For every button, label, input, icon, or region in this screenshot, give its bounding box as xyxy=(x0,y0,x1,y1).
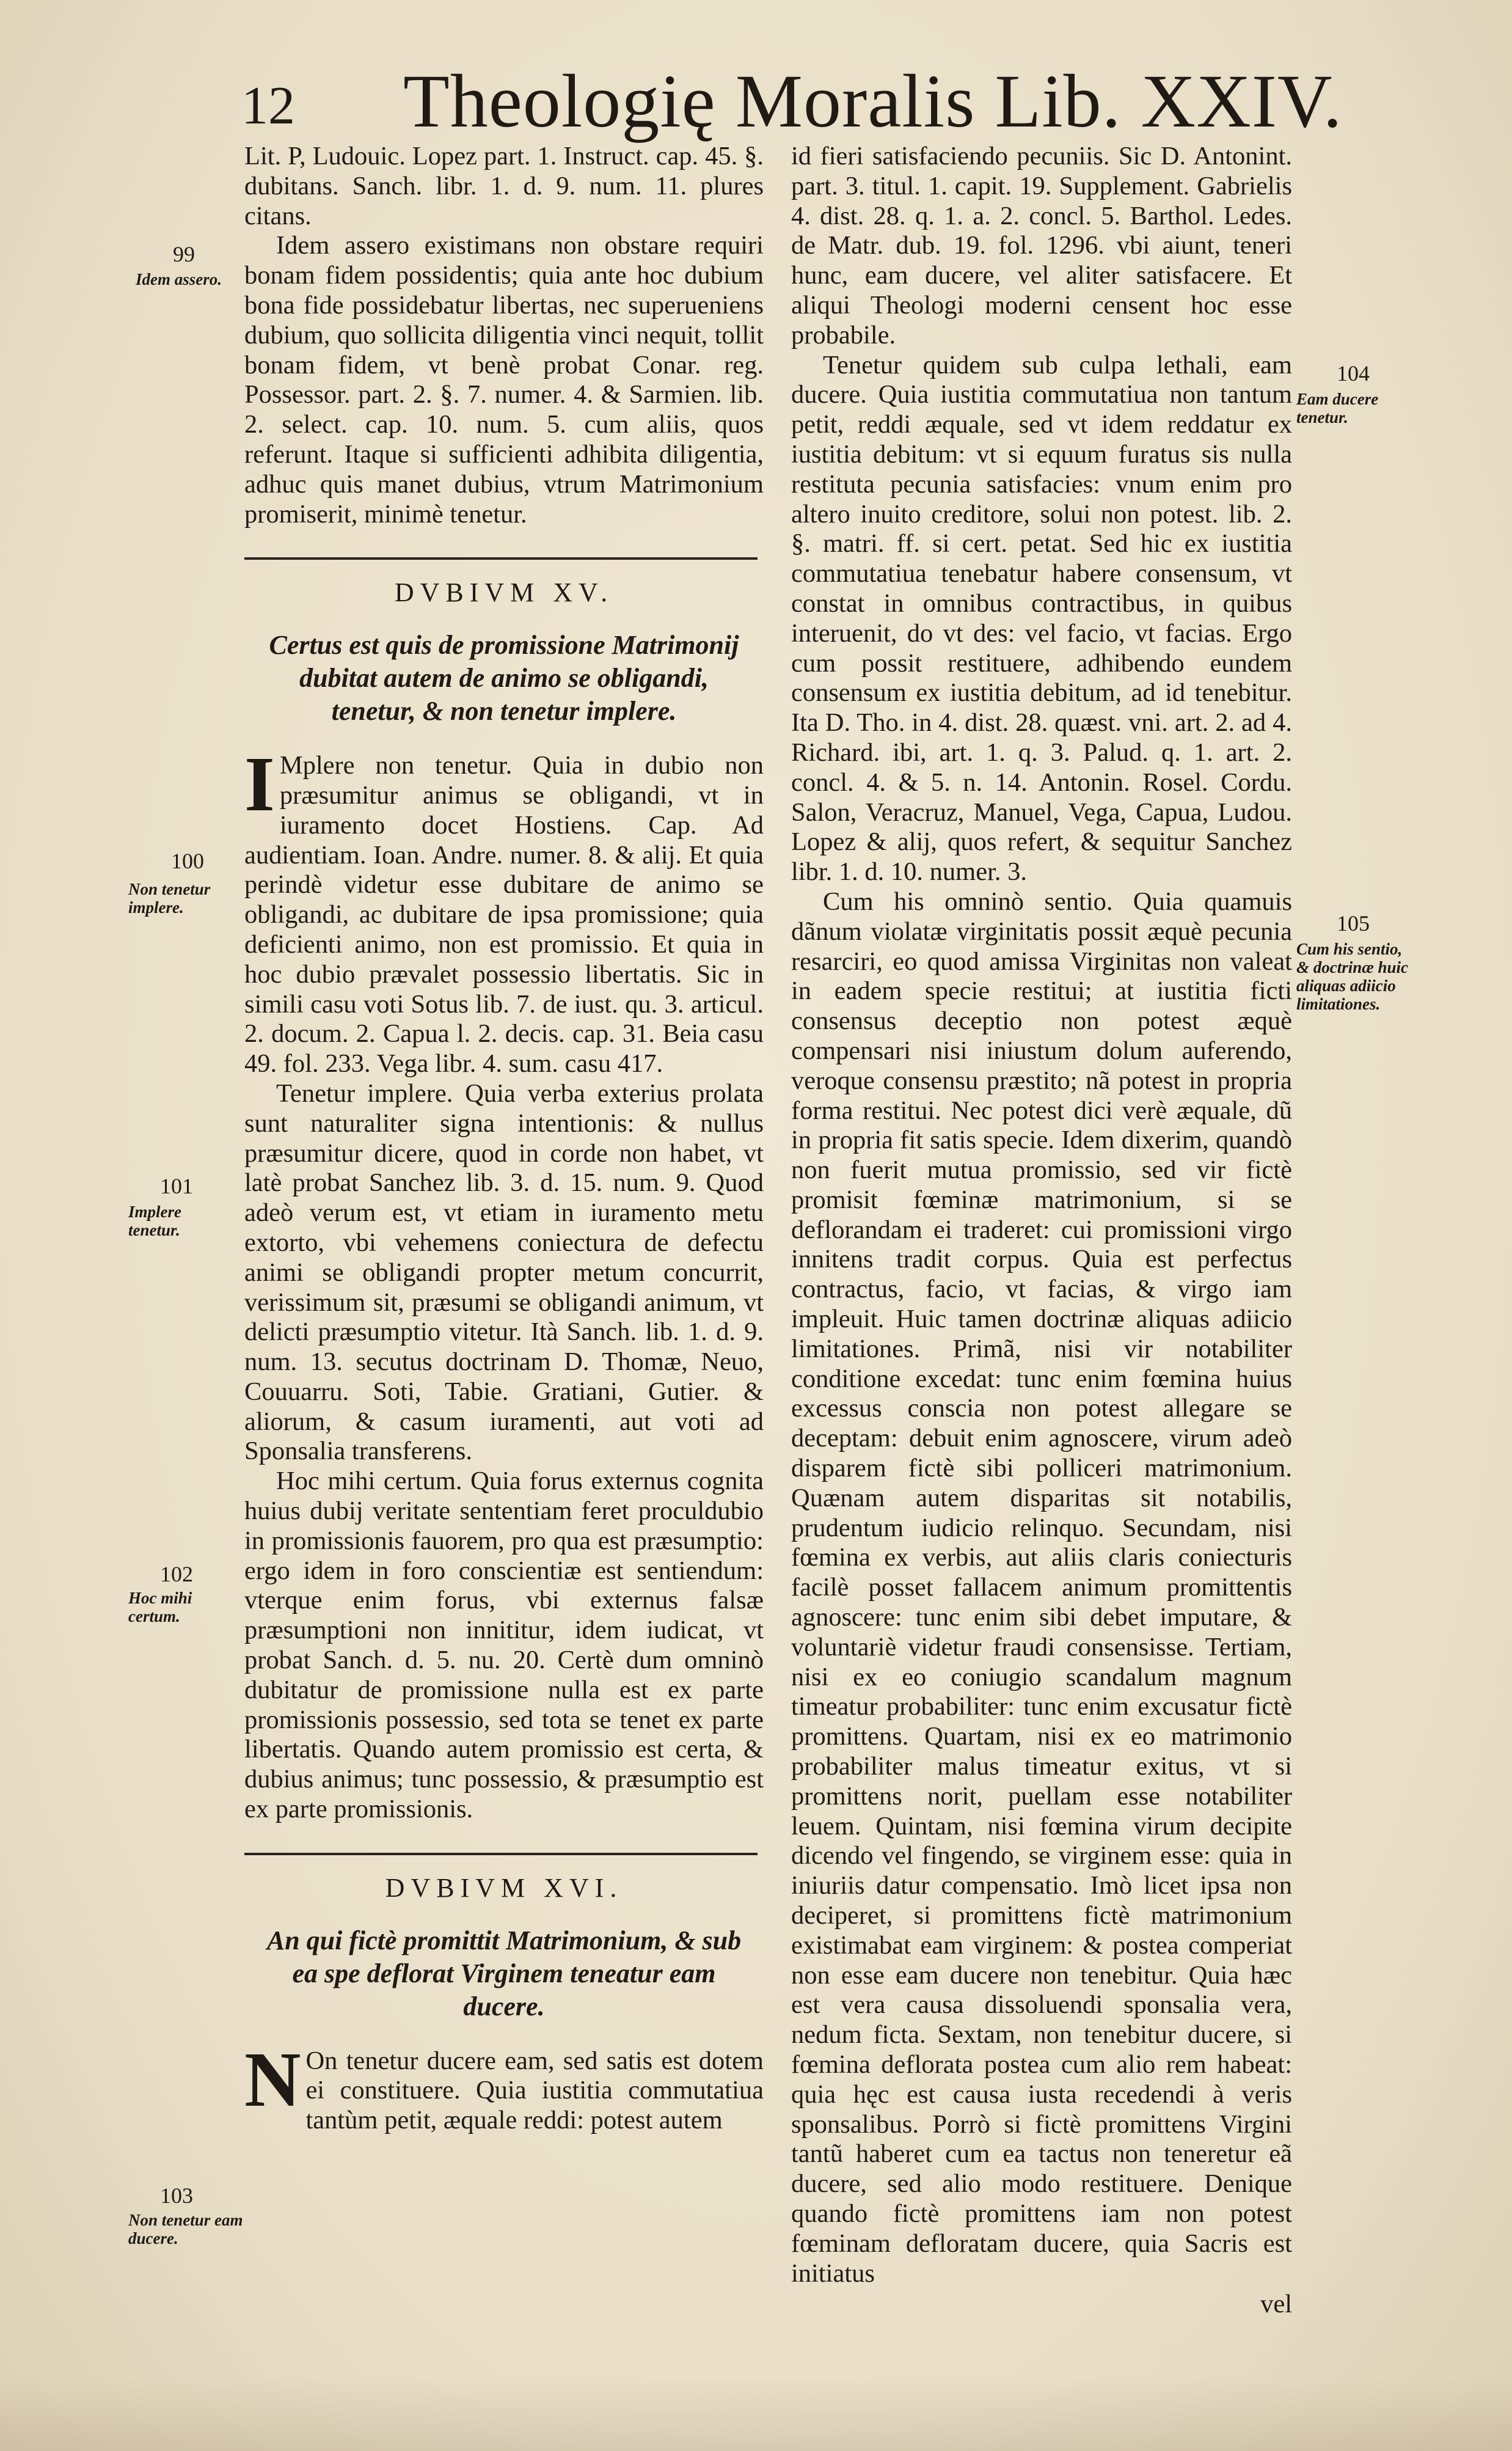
drop-cap: N xyxy=(244,2035,301,2123)
margin-number-105: 105 xyxy=(1337,911,1370,936)
paragraph-101: Tenetur implere. Quia verba exterius prolata sunt naturaliter signa intentionis: & nullus præsumitur dicere, quod in corde non habet, vt latè probat Sanchez lib. 3. d. 15. num. 9. Quod adeò verum est, vt etiam in iuramento metu extorto, vbi vehemens coniectura de defectu animi se obligandi propter metum concurrit, verissimum sit, præsumi se obligandi animum, vt delicti præsumptio vitetur. Ità Sanch. lib. 1. d. 9. num. 13. secutus doctrinam D. Thomæ, Neuo, Couuarru. Soti, Tabie. Gratiani, Gutier. & aliorum, & casum iuramenti, aut voti ad Sponsalia transferens. xyxy=(244,1079,764,1466)
drop-cap: I xyxy=(244,741,275,828)
running-title: Theologię Moralis Lib. XXIV. xyxy=(403,59,1343,143)
dubium-16-heading: DVBIVM XVI. xyxy=(385,1872,623,1903)
dubium-16-question: An qui fictè promittit Matrimonium, & sub ea spe deflorat Virginem teneatur eam ducere. xyxy=(266,1925,742,2021)
paragraph-continued: id fieri satisfaciendo pecuniis. Sic D. Antonint. part. 3. titul. 1. capit. 19. Supplement. Gabrielis 4. dist. 28. q. 1. a. 2. concl. 5. Barthol. Ledes. de Matr. dub. 19. fol. 1296. vbi aiunt, teneri hunc, eam ducere, vel aliter satisfacere. Et aliqui Theologi moderni censent hoc esse probabile. xyxy=(791,142,1292,350)
catchword: vel xyxy=(1260,2290,1292,2319)
paragraph-105: Cum his omninò sentio. Quia quamuis dãnum violatæ virginitatis possit æquè pecunia resarciri, eo quod amissa Virginitas non valeat in eadem specie restitui; at iustitia ficti consensus deceptio non potest æquè compensari nisi iniustum dolum auferendo, veroque consensu præstito; nã potest in propria forma restitui. Nec potest dici verè æquale, dũ in propria fit satis specie. Idem dixerim, quandò non fuerit mutua promissio, sed vir fictè promisit fœminæ matrimonium, si se deflorandam ei traderet: cui promissioni virgo innitens tradit corpus. Quia est perfectus contractus, facio, vt facias, & virgo iam impleuit. Huic tamen doctrinæ aliquas adiicio limitationes. Primã, nisi vir notabiliter conditione excedat: tunc enim fœmina huius excessus conscia non potest allegare se deceptam: debuit enim agnoscere, virum adeò disparem fictè sibi polliceri matrimonium. Quænam autem disparitas sit notabilis, prudentum iudicio relinquo. Secundam, nisi fœmina ex verbis, aut aliis claris coniecturis facilè posset fallacem animum promittentis agnoscere: tunc enim sibi debet imputare, & voluntariè videtur fraudi consensisse. Tertiam, nisi ex eo coniugio scandalum magnum timeatur probabiliter: tunc enim excusatur fictè promittens. Quartam, nisi ex eo matrimonio probabiliter malus timeatur exitus, vt si promittens norit, puellam esse notabiliter leuem. Quintam, nisi fœmina virum decipite dicendo vel fingendo, se virginem esse: quia in iniuriis datur compensatio. Imò licet ipsa non deciperet, si promittens fictè matrimonium existimabat eam virginem: & postea comperiat non esse eam ducere non tenebitur. Quia hæc est vera causa dissoluendi sponsalia vera, nedum ficta. Sextam, non tenebitur ducere, si fœmina deflorata postea cum alio rem habeat: quia hęc est causa iusta recedendi à veris sponsalibus. Porrò si fictè promittens Virgini tantũ haberet cum ea tactus non teneretur eã ducere, sed alio modo restituere. Denique quando fictè promittens iam non potest fœminam defloratam ducere, quia Sacris est initiatus xyxy=(791,887,1292,2288)
margin-number-101: 101 xyxy=(160,1174,193,1198)
paragraph-102: Hoc mihi certum. Quia forus externus cognita huius dubij veritate sententiam feret proculdubio in promissionis fauorem, pro qua est præsumptio: ergo idem in foro conscientiæ est sentiendum: vterque enim forus, vbi externus falsæ præsumptioni non innititur, idem iudicat, vt probat Sanch. d. 5. nu. 20. Certè dum omninò dubitatur de promissione nulla est ex parte promissionis possessio, sed tota se tenet ex parte libertatis. Quando autem promissio est certa, & dubius animus; tunc possessio, & præsumptio est ex parte promissionis. xyxy=(244,1467,764,1824)
margin-number-104: 104 xyxy=(1337,361,1370,386)
margin-note-99: Idem assero. xyxy=(136,270,222,288)
paragraph-103-text: On tenetur ducere eam, sed satis est dotem ei constituere. Quia iustitia commutatiua tantùm petit, æquale reddi: potest autem xyxy=(305,2046,764,2135)
paragraph-100-text: Mplere non tenetur. Quia in dubio non præsumitur animus se obligandi, vt in iuramento docet Hostiens. Cap. Ad audientiam. Ioan. Andre. numer. 8. & alij. Et quia perindè videtur esse dubitare de animo se obligandi, ac dubitare de ipsa promissione; quia deficienti animo, non est promissio. Et quia in hoc dubio prævalet possessio libertatis. Sic in simili casu voti Sotus lib. 7. de iust. qu. 3. articul. 2. docum. 2. Capua l. 2. decis. cap. 31. Beia casu 49. fol. 233. Vega libr. 4. sum. casu 417. xyxy=(244,751,764,1079)
section-rule xyxy=(244,557,758,560)
page-edge-shadow xyxy=(0,2378,1512,2451)
margin-note-102: Hoc mihi certum. xyxy=(128,1589,192,1625)
margin-number-99: 99 xyxy=(173,242,195,266)
dubium-15-question: Certus est quis de promissione Matrimonij dubitat autem de animo se obligandi, tenetur, & non tenetur implere. xyxy=(269,630,739,727)
margin-note-105: Cum his sentio, & doctrinæ huic aliquas adiicio limitationes. xyxy=(1296,940,1409,1013)
margin-note-104: Eam ducere tenetur. xyxy=(1296,390,1379,427)
margin-note-100: Non tenetur implere. xyxy=(128,880,211,917)
margin-number-103: 103 xyxy=(160,2183,193,2208)
paragraph-intro: Lit. P, Ludouic. Lopez part. 1. Instruct. cap. 45. §. dubitans. Sanch. libr. 1. d. 9. num. 11. plures citans. xyxy=(244,142,764,230)
paragraph-104: Tenetur quidem sub culpa lethali, eam ducere. Quia iustitia commutatiua non tantum petit, reddi æquale, sed vt idem reddatur ex iustitia debitum: vt si equum furatus sis nulla restituta pecunia satisfacies: vnum enim pro altero inuito creditore, solui non potest. lib. 2. §. matri. ff. si cert. petat. Sed hic ex iustitia commutatiua tenebatur habere consensum, vt constat in omnibus contractibus, in quibus interuenit, do vt des: vel facio, vt facias. Ergo cum possit restituere, adhibendo eundem consensum ex iustitia debitum, ad id tenebitur. Ita D. Tho. in 4. dist. 28. quæst. vni. art. 2. ad 4. Richard. ibi, art. 1. q. 3. Palud. q. 1. art. 2. concl. 4. & 5. n. 14. Antonin. Rosel. Cordu. Salon, Veracruz, Manuel, Vega, Capua, Ludou. Lopez & alij, quos refert, & sequitur Sanchez libr. 1. d. 10. numer. 3. xyxy=(791,350,1292,887)
section-rule xyxy=(244,1853,758,1855)
page-header xyxy=(241,58,1343,150)
margin-note-103: Non tenetur eam ducere. xyxy=(128,2211,243,2248)
dubium-15-heading: DVBIVM XV. xyxy=(394,577,614,608)
paragraph-99: Idem assero existimans non obstare requiri bonam fidem possidentis; quia ante hoc dubium bona fide possidebatur libertas, nec superueniens dubium, quo sollicita diligentia vinci nequit, tollit bonam fidem, vt benè probat Conar. reg. Possessor. part. 2. §. 7. numer. 4. & Sarmien. lib. 2. select. cap. 10. num. 5. cum aliis, quos referunt. Itaque si sufficienti adhibita diligentia, adhuc quis manet dubius, vtrum Matrimonium promiserit, minimè tenetur. xyxy=(244,231,764,529)
paragraph-100 xyxy=(244,741,764,1079)
right-column xyxy=(791,142,1292,2320)
margin-number-100: 100 xyxy=(171,849,204,873)
left-column xyxy=(244,142,764,2136)
paragraph-103 xyxy=(244,2035,764,2136)
page-number: 12 xyxy=(241,76,295,136)
margin-note-101: Implere tenetur. xyxy=(128,1203,181,1239)
margin-number-102: 102 xyxy=(160,1562,193,1586)
